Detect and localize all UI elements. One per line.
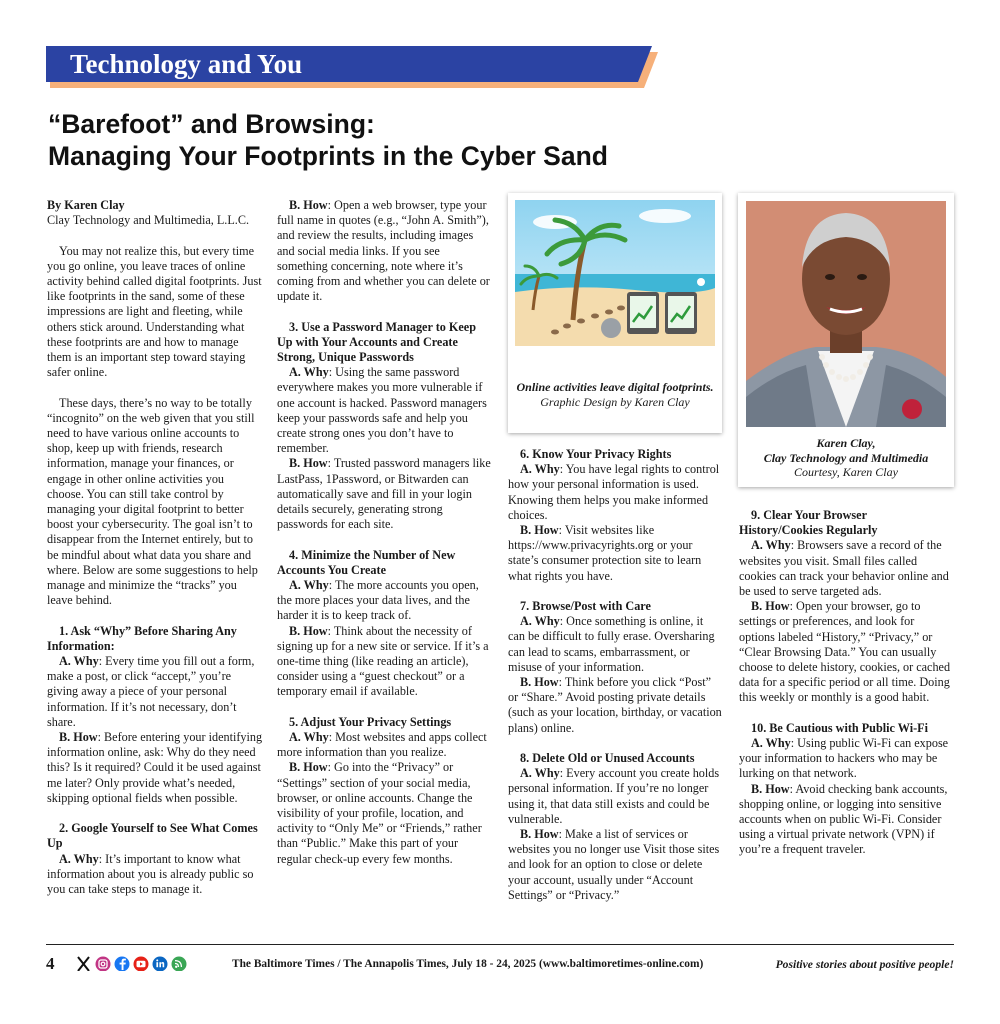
column-2 [277, 198, 492, 867]
tip-why-text: : It’s important to know what information about you is already public so you can take steps to manage it. [47, 851, 254, 897]
tip-how-text: : Before entering your identifying information online, ask: Why do they need this? Is it required? Could it be used against me later? Only provide what’s needed, skipping optional fields when possible. [47, 730, 263, 805]
why-label: A. Why [289, 730, 329, 745]
tip-heading: 2. Google Yourself to See What Comes Up [47, 821, 258, 851]
tip-heading: 6. Know Your Privacy Rights [520, 447, 672, 461]
why-label: A. Why [289, 578, 329, 593]
how-label: B. How [520, 827, 559, 842]
tip-how-text: : Open a web browser, type your full name in quotes (e.g., “John A. Smith”), and review the results, including images and social media links. If you see something concerning, note where it’s coming from and whether you can delete or update it. [277, 198, 490, 304]
portrait-caption-name: Karen Clay, [816, 436, 876, 450]
rss-icon[interactable] [172, 957, 187, 972]
tip-heading: 8. Delete Old or Unused Accounts [520, 751, 695, 766]
footprints-graphic-frame [508, 193, 722, 433]
how-label: B. How [751, 781, 790, 796]
byline-affiliation: Clay Technology and Multimedia, L.L.C. [47, 213, 250, 228]
section-banner [46, 46, 658, 88]
graphic-caption: Online activities leave digital footprints. [516, 380, 714, 394]
headline-line-2: Managing Your Footprints in the Cyber Sand [48, 141, 608, 171]
footprints-graphic [515, 200, 715, 346]
why-label: A. Why [520, 462, 560, 477]
tip-why-text: : Using public Wi-Fi can expose your information to hackers who may be lurking on that network. [739, 736, 949, 781]
publication-info: The Baltimore Times / The Annapolis Times, July 18 - 24, 2025 (www.baltimoretimes-online.com) [232, 958, 704, 970]
how-label: B. How [520, 675, 559, 690]
tip-why-text: : Browsers save a record of the websites you visit. Small files called cookies can track your behavior online and be used to serve targeted ads. [739, 538, 949, 599]
tip-heading: 5. Adjust Your Privacy Settings [289, 714, 452, 729]
column-1 [47, 198, 263, 897]
tip-heading: 9. Clear Your Browser History/Cookies Regularly [739, 508, 878, 538]
tagline: Positive stories about positive people! [775, 958, 954, 971]
how-label: B. How [289, 198, 328, 212]
footer-divider [46, 944, 954, 945]
portrait-frame [738, 193, 954, 487]
why-label: A. Why [59, 654, 99, 669]
why-label: A. Why [520, 614, 560, 629]
tip-why-text: : Once something is online, it can be difficult to fully erase. Oversharing can lead to scams, embarrassment, or misuse of your information. [508, 614, 715, 674]
tip-how-text: : Go into the “Privacy” or “Settings” section of your social media, browser, or online accounts. Change the visibility of your profile, location, and activity to “Only Me” or “Friends,” rather than “Public.” Make this part of your regular check-up every few months. [277, 760, 482, 866]
headline-line-1: “Barefoot” and Browsing: [48, 109, 375, 139]
tip-why-text: : Using the same password everywhere makes you more vulnerable if one account is hacked. Password managers keep your passwords safe and help you create strong ones you don’t have to remember. [277, 365, 487, 456]
article-headline [48, 108, 668, 172]
why-label: A. Why [59, 851, 99, 866]
youtube-icon[interactable] [134, 957, 149, 972]
instagram-icon[interactable] [96, 957, 111, 972]
portrait-photo [746, 201, 946, 427]
intro-paragraph-1: You may not realize this, but every time you go online, you leave traces of online activity behind called digital footprints. Just like footprints in the sand, some of these impressions are light and fleeting, while others stick around. Understanding what these footprints are and how to manage them is an important step toward staying safer online. [47, 243, 262, 380]
how-label: B. How [289, 760, 328, 775]
why-label: A. Why [751, 736, 791, 751]
how-label: B. How [289, 456, 328, 471]
tip-heading: 4. Minimize the Number of New Accounts You Create [277, 547, 456, 577]
how-label: B. How [59, 730, 98, 745]
portrait-credit: Courtesy, Karen Clay [794, 465, 898, 479]
tip-heading: 1. Ask “Why” Before Sharing Any Information: [47, 623, 237, 653]
tip-heading: 3. Use a Password Manager to Keep Up with Your Accounts and Create Strong, Unique Passwords [277, 319, 476, 365]
byline-author: By Karen Clay [47, 198, 125, 212]
tip-why-text: : Every time you fill out a form, make a post, or click “accept,” you’re giving away a piece of your personal information. If it’s not necessary, don’t share. [47, 654, 255, 729]
tip-why-text: : You have legal rights to control how your personal information is used. Knowing them helps you make informed choices. [508, 462, 720, 522]
column-3 [508, 447, 722, 903]
page-number: 4 [46, 954, 55, 973]
tip-how-text: : Avoid checking bank accounts, shopping online, or logging into sensitive accounts when on public Wi-Fi. Consider using a virtual private network (VPN) if you’re a frequent traveler. [739, 781, 948, 857]
tip-why-text: : Most websites and apps collect more information than you realize. [277, 730, 487, 760]
why-label: A. Why [520, 766, 560, 781]
tip-why-text: : The more accounts you open, the more places your data lives, and the harder it is to keep track of. [277, 578, 479, 623]
tip-heading: 7. Browse/Post with Care [520, 599, 651, 614]
social-icons [76, 955, 196, 971]
tip-how-text: : Make a list of services or websites you no longer use Visit those sites and look for an option to close or delete your account, usually under “Account Settings” or “Privacy.” [508, 827, 720, 902]
tip-why-text: : Every account you create holds personal information. If you’re no longer using it, that data still exists and could be vulnerable. [508, 766, 720, 826]
graphic-credit: Graphic Design by Karen Clay [540, 394, 690, 409]
intro-paragraph-2: These days, there’s no way to be totally “incognito” on the web given that you still need to have various online accounts to shop, keep up with friends, research information, manage your finances, or engage in other online activities you choose. You can still take control by managing your digital footprint to better boost your cybersecurity. The goal isn’t to disappear from the Internet entirely, but to be mindful about what data you share and where. Below are some suggestions to help manage and minimize the “tracks” you leave behind. [47, 395, 258, 608]
tip-heading: 10. Be Cautious with Public Wi-Fi [751, 720, 928, 735]
how-label: B. How [520, 523, 559, 538]
tip-how-text: : Visit websites like https://www.privacyrights.org or your state’s consumer protection site to learn what rights you have. [508, 523, 702, 583]
how-label: B. How [289, 623, 328, 638]
column-4 [739, 508, 953, 858]
why-label: A. Why [289, 365, 329, 380]
tip-how-text: : Think about the necessity of signing up for a new site or service. If it’s a one-time thing (like reading an article), consider using a “guest checkout” or a temporary email if available. [277, 623, 489, 699]
why-label: A. Why [751, 538, 791, 553]
facebook-icon[interactable] [115, 957, 130, 972]
tip-how-text: : Think before you click “Post” or “Share.” Avoid posting private details (such as your location, birthday, or vacation plans) online. [508, 675, 722, 735]
section-title: Technology and You [70, 49, 303, 79]
portrait-caption-org: Clay Technology and Multimedia [763, 450, 929, 465]
tip-how-text: : Open your browser, go to settings or preferences, and look for options labeled “History,” “Privacy,” or “Clear Browsing Data.” You can usually choose to delete history, cookies, or cached data for a specific period or all time. Doing this weekly or monthly is a good habit. [739, 599, 951, 705]
tip-how-text: : Trusted password managers like LastPass, 1Password, or Bitwarden can automatically save and fill in your login details securely, generating strong passwords for each site. [277, 456, 491, 532]
how-label: B. How [751, 599, 790, 614]
linkedin-icon[interactable] [153, 957, 168, 972]
x-icon[interactable] [78, 957, 89, 971]
